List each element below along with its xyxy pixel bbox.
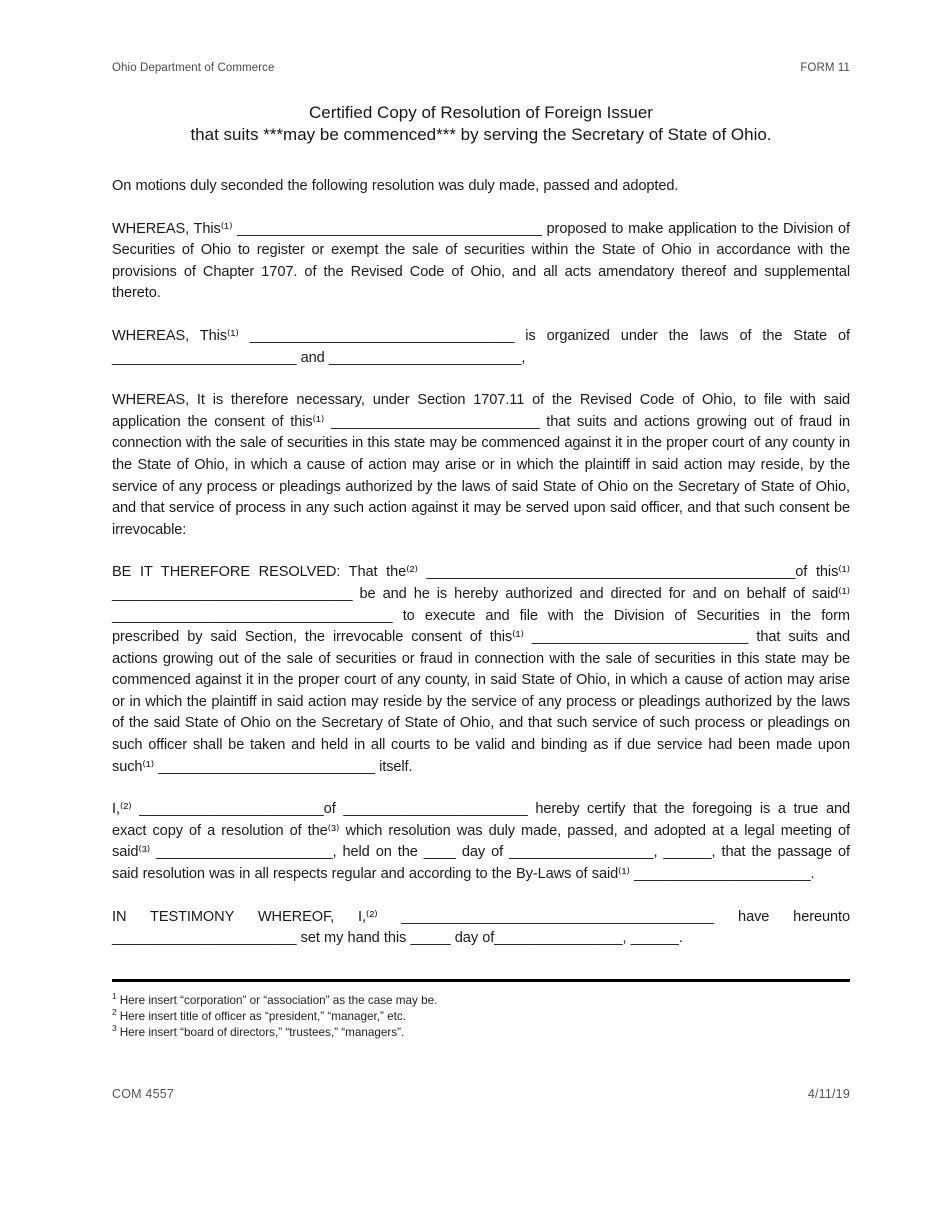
footnote-1-text: Here insert “corporation” or “association” as the case may be.: [119, 993, 438, 1007]
footnote-2-text: Here insert title of officer as “president,” “manager,” etc.: [119, 1009, 406, 1023]
paragraph-intro: On motions duly seconded the following resolution was duly made, passed and adopted.: [112, 178, 679, 194]
agency-name: Ohio Department of Commerce: [112, 62, 275, 74]
footnote-separator: [112, 979, 850, 982]
footnote-3: [112, 1022, 850, 1041]
form-code: COM 4557: [112, 1086, 175, 1101]
footnote-2-number: 2: [112, 1006, 117, 1017]
paragraph-testimony: IN TESTIMONY WHEREOF, I,⁽²⁾ _______________________________________ have hereunto _______________________ set my hand this _____ day of________________, ______.: [112, 908, 850, 947]
paragraph-resolved: BE IT THEREFORE RESOLVED: That the⁽²⁾ ______________________________________________of this⁽¹⁾ ______________________________ be and he is hereby authorized and directed for and on behalf of said⁽¹⁾ ___________________________________ to execute and file with the Division of Securities in the form prescribed by said Section, the irrevocable consent of this⁽¹⁾ ___________________________ that suits and actions growing out of the sale of securities or fraud in connection with the sale of securities in this state may be commenced against it in the proper court of any county, in said State of Ohio, in which a cause of action may arise or in which the plaintiff in said action may reside by the service of any process or pleadings authorized by the laws of the said State of Ohio on the Secretary of State of Ohio, and that such service of such process or pleadings on such officer shall be taken and held in all courts to be valid and binding as if due service had been made upon such⁽¹⁾ ___________________________ itself.: [112, 564, 850, 775]
form-title-line1: Certified Copy of Resolution of Foreign Issuer: [309, 103, 653, 122]
form-title-line2: that suits ***may be commenced*** by serving the Secretary of State of Ohio.: [190, 124, 772, 144]
footnotes-section: [112, 990, 850, 1041]
paragraph-certification: I,⁽²⁾ _______________________of _______________________ hereby certify that the foregoing is a true and exact copy of a resolution of the⁽³⁾ which resolution was duly made, passed, and adopted at a legal meeting of said⁽³⁾ ______________________, held on the ____ day of __________________, ______, that the passage of said resolution was in all respects regular and according to the By-Laws of said⁽¹⁾ ______________________.: [112, 801, 850, 883]
form-number: FORM 11: [800, 62, 850, 74]
revision-date: 4/11/19: [807, 1086, 850, 1101]
footnote-1-number: 1: [112, 990, 117, 1001]
paragraph-whereas-application: WHEREAS, This⁽¹⁾ ______________________________________ proposed to make application to the Division of Securities of Ohio to register or exempt the sale of securities within the State of Ohio in accordance with the provisions of Chapter 1707. of the Revised Code of Ohio, and all acts amendatory thereof and supplemental thereto.: [112, 220, 850, 302]
footnote-2: [112, 1006, 850, 1025]
document-footer: [112, 1087, 850, 1101]
paragraph-whereas-consent: WHEREAS, It is therefore necessary, under Section 1707.11 of the Revised Code of Ohio, to file with said application the consent of this⁽¹⁾ __________________________ that suits and actions growing out of fraud in connection with the sale of securities in this state may be commenced against it in the proper court of any county in the State of Ohio, in which a cause of action may arise or in which the plaintiff in said action may reside, by the service of any process or pleadings authorized by the laws of said State of Ohio on the Secretary of State of Ohio, and that service of process in any such action against it may be served upon said officer, and that such consent be irrevocable:: [112, 392, 850, 538]
paragraph-whereas-organized: WHEREAS, This⁽¹⁾ _________________________________ is organized under the laws of the State of _______________________ and ________________________,: [112, 327, 850, 366]
footnote-1: [112, 990, 850, 1009]
document-header: [112, 62, 850, 74]
footnote-3-number: 3: [112, 1022, 117, 1033]
footnote-3-text: Here insert “board of directors,” “trustees,” “managers”.: [119, 1025, 405, 1039]
form-title: [112, 102, 850, 145]
